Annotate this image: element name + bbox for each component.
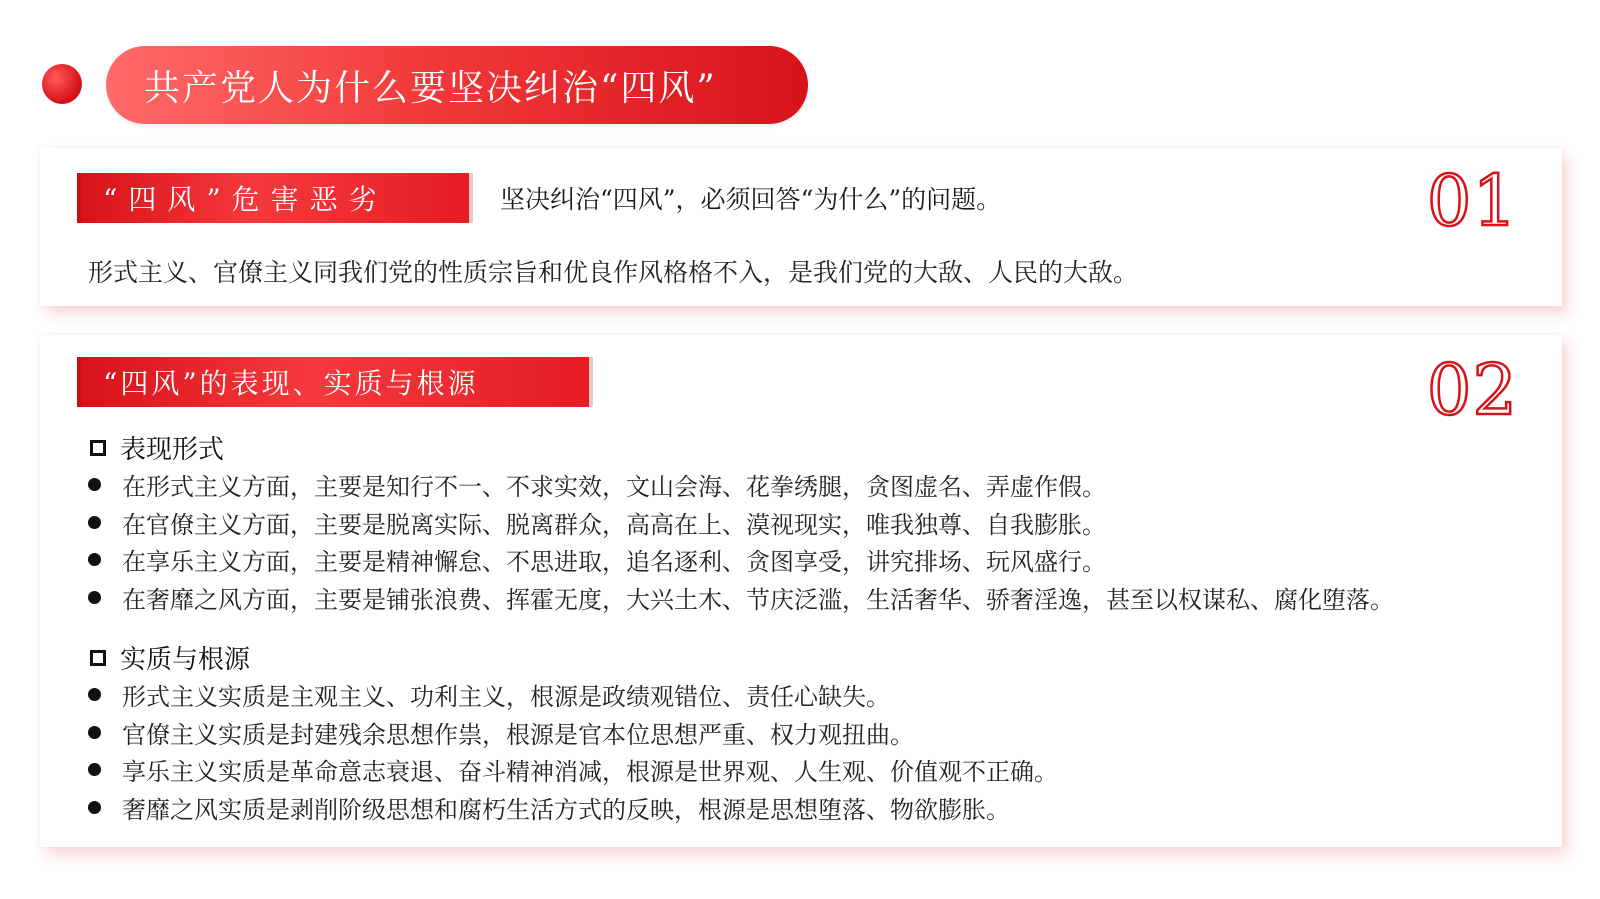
subsection-heading-text: 实质与根源 [120,645,251,675]
section-tag-label: “四风”危害恶劣 [103,183,388,216]
title-bullet-dot [42,64,82,104]
bullet-dot-icon [88,516,101,529]
list-item [88,676,1058,714]
list-item-text: 形式主义实质是主观主义、功利主义，根源是政绩观错位、责任心缺失。 [122,683,890,712]
list-item [88,579,1394,617]
title-banner [106,46,808,124]
checkbox-square-icon [90,440,106,456]
list-item [88,466,1394,504]
list-item [88,541,1394,579]
statement-text: 形式主义、官僚主义同我们党的性质宗旨和优良作风格格不入，是我们党的大敌、人民的大敌。 [88,258,1139,287]
page-title: 共产党人为什么要坚决纠治“四风” [144,67,717,109]
list-item-text: 在形式主义方面，主要是知行不一、不求实效，文山会海、花拳绣腿，贪图虚名、弄虚作假。 [122,473,1106,502]
list-item [88,751,1058,789]
section-tag-01 [77,173,469,223]
question-text: 坚决纠治“四风”，必须回答“为什么”的问题。 [500,185,1002,214]
list-item [88,714,1058,752]
section-card-02 [40,335,1562,847]
subsection-heading-forms [90,429,224,466]
section-tag-label: “四风”的表现、实质与根源 [103,367,479,400]
bullet-dot-icon [88,591,101,604]
subsection-heading-text: 表现形式 [120,435,225,465]
section-card-01 [40,148,1562,306]
bullet-dot-icon [88,478,101,491]
list-item-text: 享乐主义实质是革命意志衰退、奋斗精神消减，根源是世界观、人生观、价值观不正确。 [122,758,1058,787]
forms-bullet-list [88,466,1394,616]
essence-bullet-list [88,676,1058,826]
bullet-dot-icon [88,801,101,814]
list-item-text: 在享乐主义方面，主要是精神懈怠、不思进取，追名逐利、贪图享受，讲究排场、玩风盛行。 [122,548,1106,577]
list-item [88,789,1058,827]
bullet-dot-icon [88,763,101,776]
subsection-heading-essence [90,639,250,676]
list-item-text: 在奢靡之风方面，主要是铺张浪费、挥霍无度，大兴土木、节庆泛滥，生活奢华、骄奢淫逸，甚至以权谋私、腐化堕落。 [122,585,1394,614]
list-item [88,504,1394,542]
bullet-dot-icon [88,688,101,701]
list-item-text: 官僚主义实质是封建残余思想作祟，根源是官本位思想严重、权力观扭曲。 [122,720,914,749]
bullet-dot-icon [88,553,101,566]
section-number-01: 01 [1426,160,1518,242]
section-number-02: 02 [1426,349,1518,431]
section-tag-02 [77,357,589,407]
bullet-dot-icon [88,726,101,739]
list-item-text: 奢靡之风实质是剥削阶级思想和腐朽生活方式的反映，根源是思想堕落、物欲膨胀。 [122,795,1010,824]
checkbox-square-icon [90,650,106,666]
list-item-text: 在官僚主义方面，主要是脱离实际、脱离群众，高高在上、漠视现实，唯我独尊、自我膨胀。 [122,510,1106,539]
